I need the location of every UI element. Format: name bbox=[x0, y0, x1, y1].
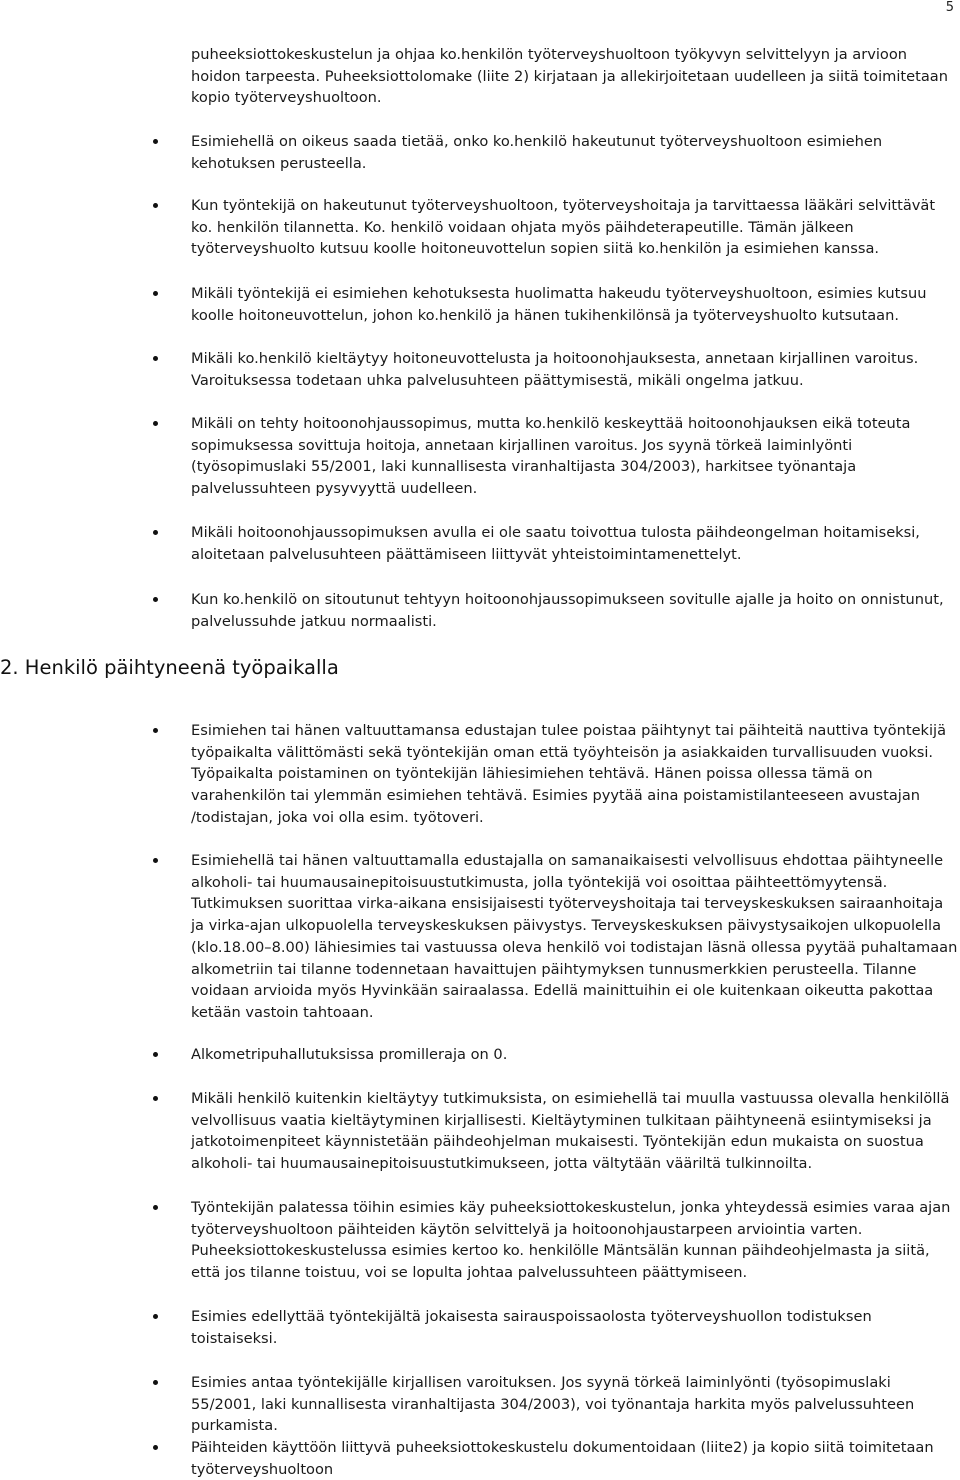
list-item-text: Esimies edellyttää työntekijältä jokaisesta sairauspoissaolosta työterveyshuollon todistuksen toistaiseksi. bbox=[191, 1308, 872, 1347]
section-heading: 2. Henkilö päihtyneenä työpaikalla bbox=[0, 656, 339, 679]
bullet-icon bbox=[153, 1380, 158, 1385]
list-item-text: Esimiehellä tai hänen valtuuttamalla edustajalla on samanaikaisesti velvollisuus ehdottaa päihtyneelle alkoholi- tai huumausainepitoisuustutkimusta, jolla työntekijä voi osoittaa päihteettömyytensä. Tutkimuksen suorittaa virka-aikana ensisijaisesti työterveyshoitaja tai terveyskeskuksen sairaanhoitaja ja virka-ajan ulkopuolella terveyskeskuksen päivystys. Terveyskeskuksen päivystysaikojen ulkopuolella (klo.18.00–8.00) lähiesimies tai vastuussa oleva henkilö voi todistajan läsnä ollessa pyytää puhaltamaan alkometriin tai tilanne todennetaan havaittujen päihtymyksen tunnusmerkkien perusteella. Tilanne voidaan arvioida myös Hyvinkään sairaalassa. Edellä mainittuihin ei ole kuitenkaan oikeutta pakottaa ketään vastoin tahtoaan. bbox=[191, 852, 958, 1021]
list-item bbox=[0, 283, 960, 326]
list-item bbox=[0, 1197, 960, 1284]
list-item-text: Esimiehen tai hänen valtuuttamansa edustajan tulee poistaa päihtynyt tai päihteitä nauttiva työntekijä työpaikalta välittömästi sekä työntekijän oman että työyhteisön ja asiakkaiden turvallisuuden vuoksi. Työpaikalta poistaminen on työntekijän lähiesimiehen tehtävä. Hänen poissa ollessa tämä on varahenkilön tai ylemmän esimiehen tehtävä. Esimies pyytää aina poistamistilanteeseen avustajan /todistajan, joka voi olla esim. työtoveri. bbox=[191, 722, 947, 826]
list-item bbox=[0, 522, 960, 565]
list-item-text: Mikäli ko.henkilö kieltäytyy hoitoneuvottelusta ja hoitoonohjauksesta, annetaan kirjallinen varoitus. Varoituksessa todetaan uhka palvelusuhteen päättymisestä, mikäli ongelma jatkuu. bbox=[191, 350, 919, 389]
bullet-icon bbox=[153, 421, 158, 426]
bullet-icon bbox=[153, 530, 158, 535]
list-item-text: Esimiehellä on oikeus saada tietää, onko ko.henkilö hakeutunut työterveyshuoltoon esimiehen kehotuksen perusteella. bbox=[191, 133, 883, 172]
list-item-text: Kun työntekijä on hakeutunut työterveyshuoltoon, työterveyshoitaja ja tarvittaessa lääkäri selvittävät ko. henkilön tilannetta. Ko. henkilö voidaan ohjata myös päihdeterapeutille. Tämän jälkeen työterveyshuolto kutsuu koolle hoitoneuvottelun sopien siitä ko.henkilön ja esimiehen kanssa. bbox=[191, 197, 936, 258]
list-item bbox=[0, 850, 960, 1024]
bullet-icon bbox=[153, 203, 158, 208]
bullet-icon bbox=[153, 291, 158, 296]
list-item-text: Mikäli työntekijä ei esimiehen kehotuksesta huolimatta hakeudu työterveyshuoltoon, esimies kutsuu koolle hoitoneuvottelun, johon ko.henkilö ja hänen tukihenkilönsä ja työterveyshuolto kutsutaan. bbox=[191, 285, 927, 324]
bullet-icon bbox=[153, 728, 158, 733]
list-item-text: Päihteiden käyttöön liittyvä puheeksiottokeskustelu dokumentoidaan (liite2) ja kopio siitä toimitetaan työterveyshuoltoon bbox=[191, 1439, 934, 1478]
intro-continuation-paragraph: puheeksiottokeskustelun ja ohjaa ko.henkilön työterveyshuoltoon työkyvyn selvittelyyn ja arvioon hoidon tarpeesta. Puheeksiottolomake (liite 2) kirjataan ja allekirjoitetaan uudelleen ja siitä toimitetaan kopio työterveyshuoltoon. bbox=[191, 46, 948, 107]
list-item bbox=[0, 131, 960, 174]
bullet-icon bbox=[153, 1445, 158, 1450]
bullet-icon bbox=[153, 1052, 158, 1057]
bullet-icon bbox=[153, 1096, 158, 1101]
list-item bbox=[0, 1088, 960, 1175]
section1-bullet-list bbox=[0, 131, 960, 630]
list-item-text: Esimies antaa työntekijälle kirjallisen varoituksen. Jos syynä törkeä laiminlyönti (työsopimuslaki 55/2001, laki kunnallisesta viranhaltijasta 304/2003), voi työnantaja harkita myös palvelussuhteen purkamista. bbox=[191, 1374, 915, 1435]
list-item bbox=[0, 195, 960, 260]
list-item bbox=[0, 348, 960, 391]
list-item-text: Kun ko.henkilö on sitoutunut tehtyyn hoitoonohjaussopimukseen sovitulle ajalle ja hoito on onnistunut, palvelussuhde jatkuu normaalisti. bbox=[191, 591, 944, 630]
list-item bbox=[0, 413, 960, 500]
list-item bbox=[0, 1306, 960, 1349]
bullet-icon bbox=[153, 139, 158, 144]
list-item bbox=[0, 1044, 960, 1066]
list-item-text: Mikäli on tehty hoitoonohjaussopimus, mutta ko.henkilö keskeyttää hoitoonohjauksen eikä toteuta sopimuksessa sovittuja hoitoja, annetaan kirjallinen varoitus. Jos syynä törkeä laiminlyönti (työsopimuslaki 55/2001, laki kunnallisesta viranhaltijasta 304/2003), harkitsee työnantaja palvelussuhteen pysyvyyttä uudelleen. bbox=[191, 415, 911, 498]
list-item bbox=[0, 589, 960, 632]
bullet-icon bbox=[153, 597, 158, 602]
page-number: 5 bbox=[945, 0, 954, 15]
bullet-icon bbox=[153, 1205, 158, 1210]
bullet-icon bbox=[153, 356, 158, 361]
list-item-text: Alkometripuhallutuksissa promilleraja on 0. bbox=[191, 1046, 508, 1063]
list-item-text: Työntekijän palatessa töihin esimies käy puheeksiottokeskustelun, jonka yhteydessä esimies varaa ajan työterveyshuoltoon päihteiden käytön selvittelyä ja hoitoonohjaustarpeen arviointia varten. Puheeksiottokeskustelussa esimies kertoo ko. henkilölle Mäntsälän kunnan päihdeohjelmasta ja siitä, että jos tilanne toistuu, voi se lopulta johtaa palvelussuhteen päättymiseen. bbox=[191, 1199, 951, 1282]
list-item bbox=[0, 1372, 960, 1437]
list-item bbox=[0, 720, 960, 829]
bullet-icon bbox=[153, 858, 158, 863]
list-item-text: Mikäli hoitoonohjaussopimuksen avulla ei ole saatu toivottua tulosta päihdeongelman hoitamiseksi, aloitetaan palvelusuhteen päättämiseen liittyvät yhteistoimintamenettelyt. bbox=[191, 524, 920, 563]
list-item-text: Mikäli henkilö kuitenkin kieltäytyy tutkimuksista, on esimiehellä tai muulla vastuussa olevalla henkilöllä velvollisuus vaatia kieltäytyminen kirjallisesti. Kieltäytyminen tulkitaan päihtyneenä esiintymiseksi ja jatkotoimenpiteet käynnistetään päihdeohjelman mukaisesti. Työntekijän edun mukaista on suostua alkoholi- tai huumausainepitoisuustutkimukseen, jotta vältytään vääriltä tulkinnoilta. bbox=[191, 1090, 950, 1173]
list-item bbox=[0, 1437, 960, 1480]
bullet-icon bbox=[153, 1314, 158, 1319]
